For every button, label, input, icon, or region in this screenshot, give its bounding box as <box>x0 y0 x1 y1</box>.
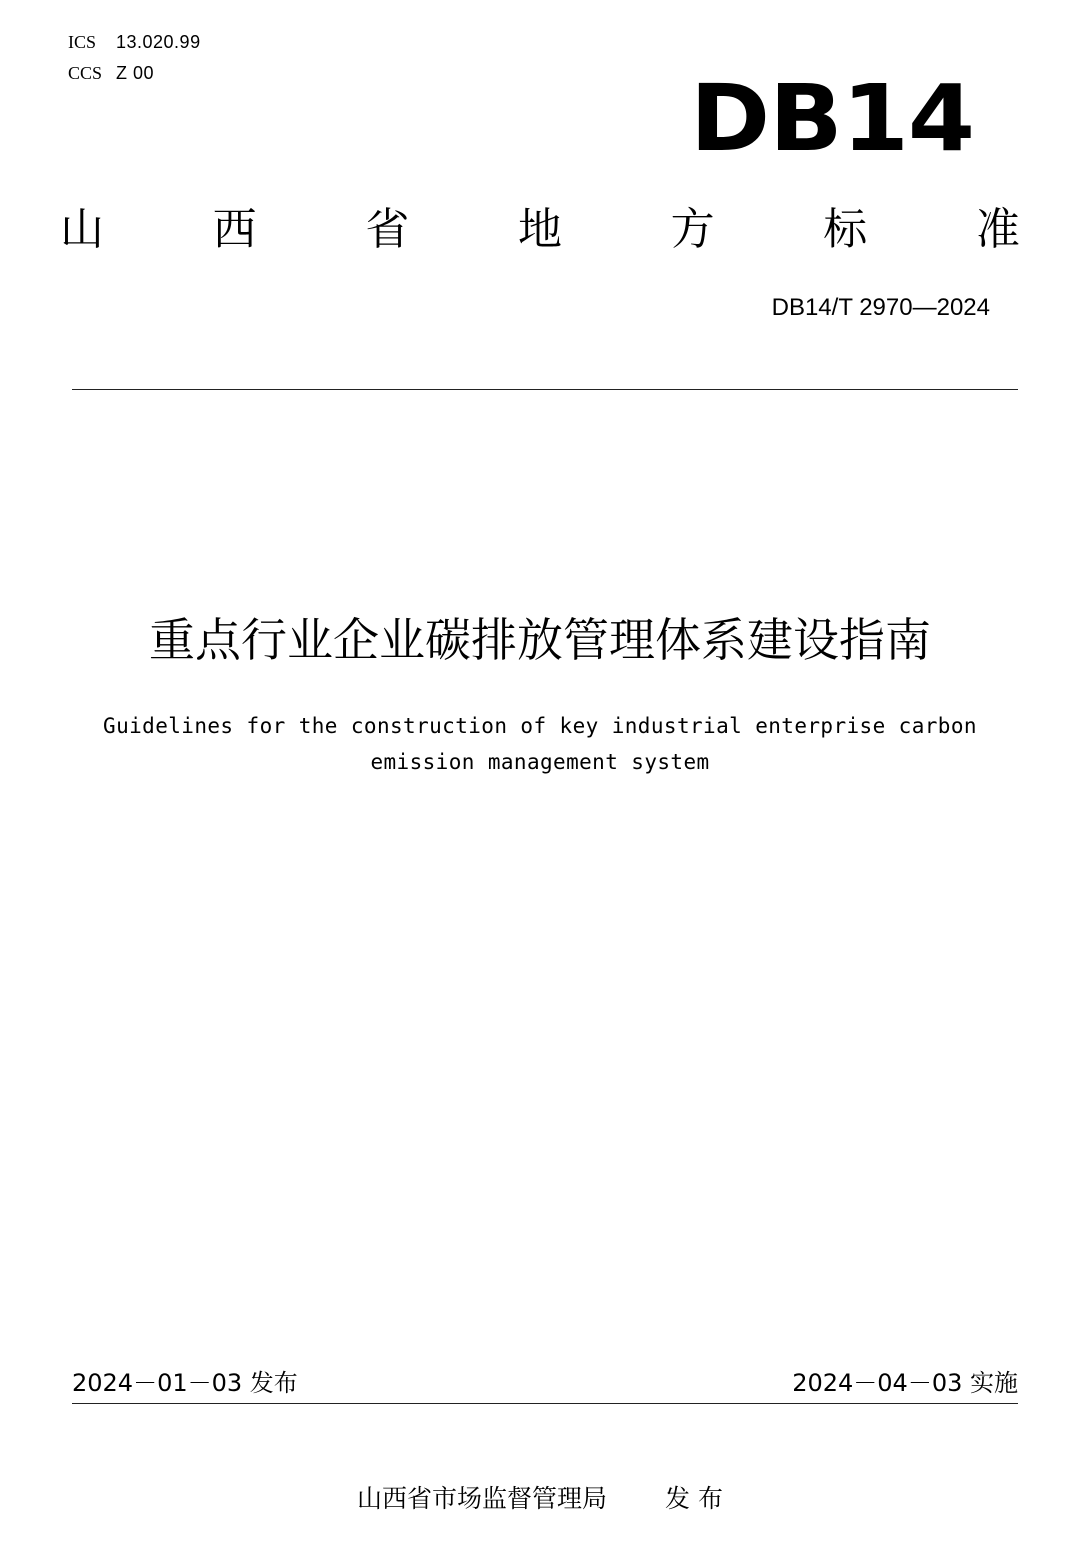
publisher-line <box>0 1482 1080 1516</box>
ics-label: ICS <box>68 32 97 52</box>
document-title-english <box>60 708 1020 780</box>
standard-code-logo: DB14 <box>690 65 975 172</box>
top-divider <box>72 389 1018 390</box>
ccs-label: CCS <box>68 63 103 83</box>
english-title-line: emission management system <box>370 750 710 774</box>
standard-number: DB14/T 2970—2024 <box>771 294 990 321</box>
ics-value: 13.020.99 <box>116 32 201 52</box>
standard-type-title <box>60 200 1020 260</box>
implementation-date: 2024－04－03 实施 <box>792 1369 1018 1397</box>
publisher-name: 山西省市场监督管理局 <box>357 1484 608 1513</box>
bottom-divider <box>72 1403 1018 1404</box>
english-title-line: Guidelines for the construction of key industrial enterprise carbon <box>103 714 977 738</box>
standard-type-char: 山 <box>60 204 104 255</box>
standard-type-char: 准 <box>975 204 1020 255</box>
standard-type-char: 标 <box>823 204 868 255</box>
ccs-value: Z 00 <box>116 63 155 83</box>
publisher-action: 发 布 <box>665 1484 723 1513</box>
ccs-classification <box>68 64 154 83</box>
standard-type-char: 西 <box>212 204 257 255</box>
issue-date: 2024－01－03 发布 <box>72 1369 298 1397</box>
ics-classification <box>68 33 201 52</box>
standard-type-char: 省 <box>365 204 410 255</box>
document-title-chinese: 重点行业企业碳排放管理体系建设指南 <box>149 613 931 667</box>
standard-type-char: 地 <box>517 204 562 255</box>
standard-type-char: 方 <box>670 204 715 255</box>
